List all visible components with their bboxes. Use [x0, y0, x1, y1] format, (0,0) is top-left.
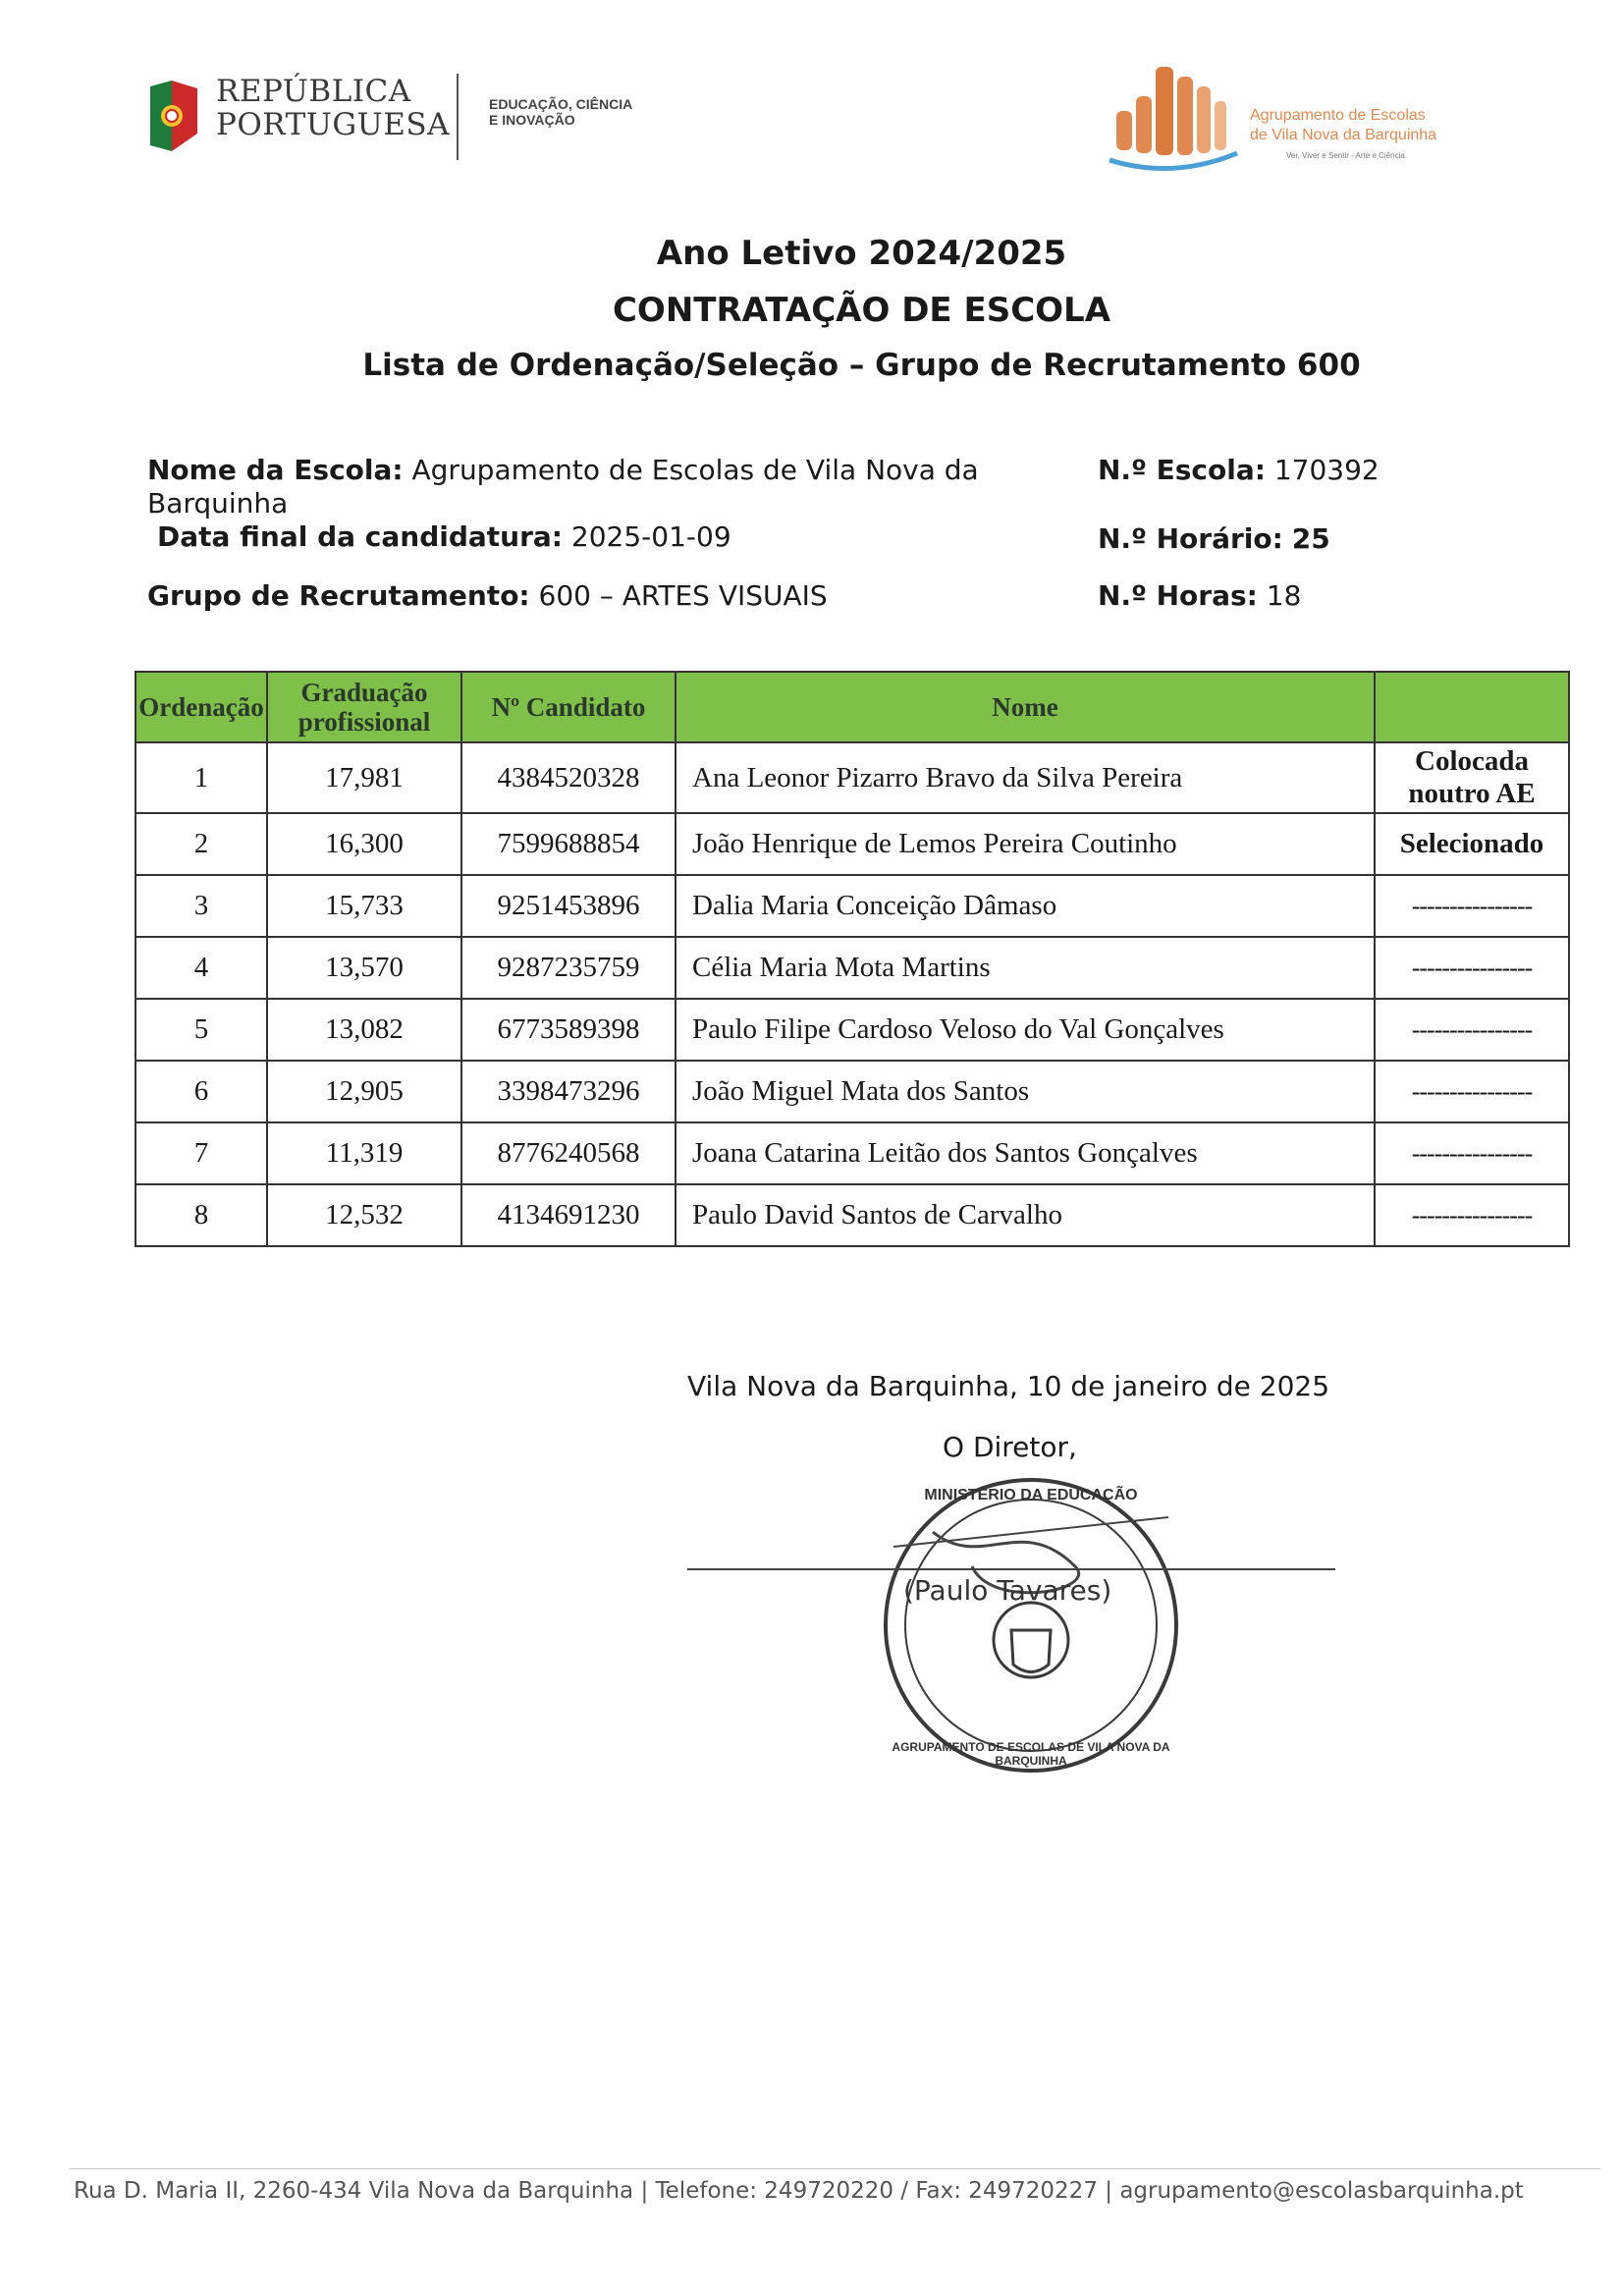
cell-status: Colocada noutro AE	[1375, 742, 1569, 813]
table-row	[135, 875, 1569, 937]
cell-graduation: 15,733	[267, 875, 461, 937]
table-row	[135, 742, 1569, 813]
cell-status: ----------------	[1375, 1061, 1569, 1122]
school-number-label: N.º Escola:	[1098, 454, 1266, 486]
cell-order: 7	[135, 1122, 267, 1184]
group-label: Grupo de Recrutamento:	[147, 579, 530, 612]
footer-contact: Rua D. Maria II, 2260-434 Vila Nova da Barquinha | Telefone: 249720220 / Fax: 249720227 | agrupamento@escolasbarquinha.pt	[74, 2178, 1524, 2204]
cell-candidate-number: 7599688854	[461, 813, 676, 875]
cell-candidate-number: 4384520328	[461, 742, 676, 813]
republica-line2: PORTUGUESA	[216, 107, 451, 142]
agrupamento-logo	[1105, 57, 1497, 175]
ministry-name	[489, 96, 646, 128]
schedule-label: N.º Horário:	[1098, 522, 1283, 555]
ministry-line2: E INOVAÇÃO	[489, 112, 575, 128]
group-value: 600 – ARTES VISUAIS	[538, 579, 828, 612]
school-number-value: 170392	[1273, 454, 1380, 486]
cell-name: Joana Catarina Leitão dos Santos Gonçalves	[676, 1122, 1375, 1184]
republica-portuguesa-logo	[137, 69, 668, 167]
place-and-date: Vila Nova da Barquinha, 10 de janeiro de 2025	[687, 1370, 1330, 1402]
cell-name: João Miguel Mata dos Santos	[676, 1061, 1375, 1122]
cell-status: ----------------	[1375, 1122, 1569, 1184]
republica-line1: REPÚBLICA	[216, 74, 411, 109]
cell-order: 1	[135, 742, 267, 813]
cell-graduation: 13,570	[267, 937, 461, 999]
cell-graduation: 11,319	[267, 1122, 461, 1184]
seal-top-text: MINISTÉRIO DA EDUCAÇÃO	[924, 1487, 1138, 1503]
cell-graduation: 13,082	[267, 999, 461, 1061]
cell-order: 2	[135, 813, 267, 875]
signature-line	[687, 1568, 1335, 1570]
cell-order: 8	[135, 1184, 267, 1246]
title-school-year: Ano Letivo 2024/2025	[656, 234, 1067, 273]
official-seal	[874, 1473, 1188, 1777]
deadline-value: 2025-01-09	[570, 520, 731, 553]
agrupamento-name	[1250, 106, 1495, 145]
deadline-label: Data final da candidatura:	[157, 520, 563, 553]
results-table	[135, 671, 1570, 1247]
hours-value: 18	[1266, 579, 1302, 612]
info-school-number	[1098, 454, 1380, 487]
cell-candidate-number: 6773589398	[461, 999, 676, 1061]
school-label: Nome da Escola:	[147, 454, 404, 486]
cell-order: 6	[135, 1061, 267, 1122]
cell-order: 4	[135, 937, 267, 999]
cell-graduation: 17,981	[267, 742, 461, 813]
signatory-role: O Diretor,	[943, 1431, 1077, 1463]
info-schedule-number	[1098, 522, 1330, 556]
info-school-name	[147, 454, 1011, 520]
header-order: Ordenação	[135, 672, 267, 742]
cell-order: 5	[135, 999, 267, 1061]
table-row	[135, 937, 1569, 999]
hours-label: N.º Horas:	[1098, 579, 1258, 612]
table-row	[135, 1061, 1569, 1122]
cell-graduation: 12,905	[267, 1061, 461, 1122]
logo-divider	[457, 74, 459, 160]
cell-graduation: 12,532	[267, 1184, 461, 1246]
school-value: Agrupamento de Escolas de Vila Nova da Barquinha	[147, 454, 979, 519]
portugal-flag-icon	[142, 77, 201, 155]
republica-name	[216, 75, 450, 141]
header-name: Nome	[676, 672, 1375, 742]
cell-candidate-number: 8776240568	[461, 1122, 676, 1184]
cell-status: Selecionado	[1375, 813, 1569, 875]
header-graduation: Graduação profissional	[267, 672, 461, 742]
table-row	[135, 813, 1569, 875]
schedule-value: 25	[1291, 522, 1330, 555]
table-row	[135, 1122, 1569, 1184]
cell-graduation: 16,300	[267, 813, 461, 875]
table-row	[135, 1184, 1569, 1246]
cell-name: Paulo David Santos de Carvalho	[676, 1184, 1375, 1246]
ae-name-line1: Agrupamento de Escolas	[1250, 107, 1426, 124]
cell-name: João Henrique de Lemos Pereira Coutinho	[676, 813, 1375, 875]
cell-order: 3	[135, 875, 267, 937]
ae-name-line2: de Vila Nova da Barquinha	[1250, 127, 1437, 143]
seal-bottom-text: AGRUPAMENTO DE ESCOLAS DE VILA NOVA DA BARQUINHA	[892, 1740, 1170, 1768]
cell-name: Célia Maria Mota Martins	[676, 937, 1375, 999]
cell-status: ----------------	[1375, 875, 1569, 937]
info-hours	[1098, 579, 1301, 613]
header-candidate-number: Nº Candidato	[461, 672, 676, 742]
cell-status: ----------------	[1375, 999, 1569, 1061]
title-contract: CONTRATAÇÃO DE ESCOLA	[612, 291, 1111, 330]
cell-candidate-number: 4134691230	[461, 1184, 676, 1246]
cell-name: Ana Leonor Pizarro Bravo da Silva Pereira	[676, 742, 1375, 813]
title-list: Lista de Ordenação/Seleção – Grupo de Recrutamento 600	[362, 348, 1361, 383]
table-row	[135, 999, 1569, 1061]
signatory-name: (Paulo Tavares)	[903, 1574, 1112, 1607]
agrupamento-motto: Ver, Viver e Sentir - Arte e Ciência	[1286, 151, 1405, 160]
agrupamento-emblem-icon	[1105, 57, 1242, 175]
cell-name: Dalia Maria Conceição Dâmaso	[676, 875, 1375, 937]
ministry-line1: EDUCAÇÃO, CIÊNCIA	[489, 96, 633, 112]
cell-status: ----------------	[1375, 937, 1569, 999]
table-header-row	[135, 672, 1569, 742]
info-deadline	[157, 520, 731, 554]
info-recruitment-group	[147, 579, 828, 613]
cell-candidate-number: 9251453896	[461, 875, 676, 937]
seal-stamp-icon	[874, 1473, 1188, 1777]
header-status	[1375, 672, 1569, 742]
cell-name: Paulo Filipe Cardoso Veloso do Val Gonçalves	[676, 999, 1375, 1061]
cell-candidate-number: 9287235759	[461, 937, 676, 999]
cell-candidate-number: 3398473296	[461, 1061, 676, 1122]
footer-divider	[69, 2168, 1600, 2169]
cell-status: ----------------	[1375, 1184, 1569, 1246]
